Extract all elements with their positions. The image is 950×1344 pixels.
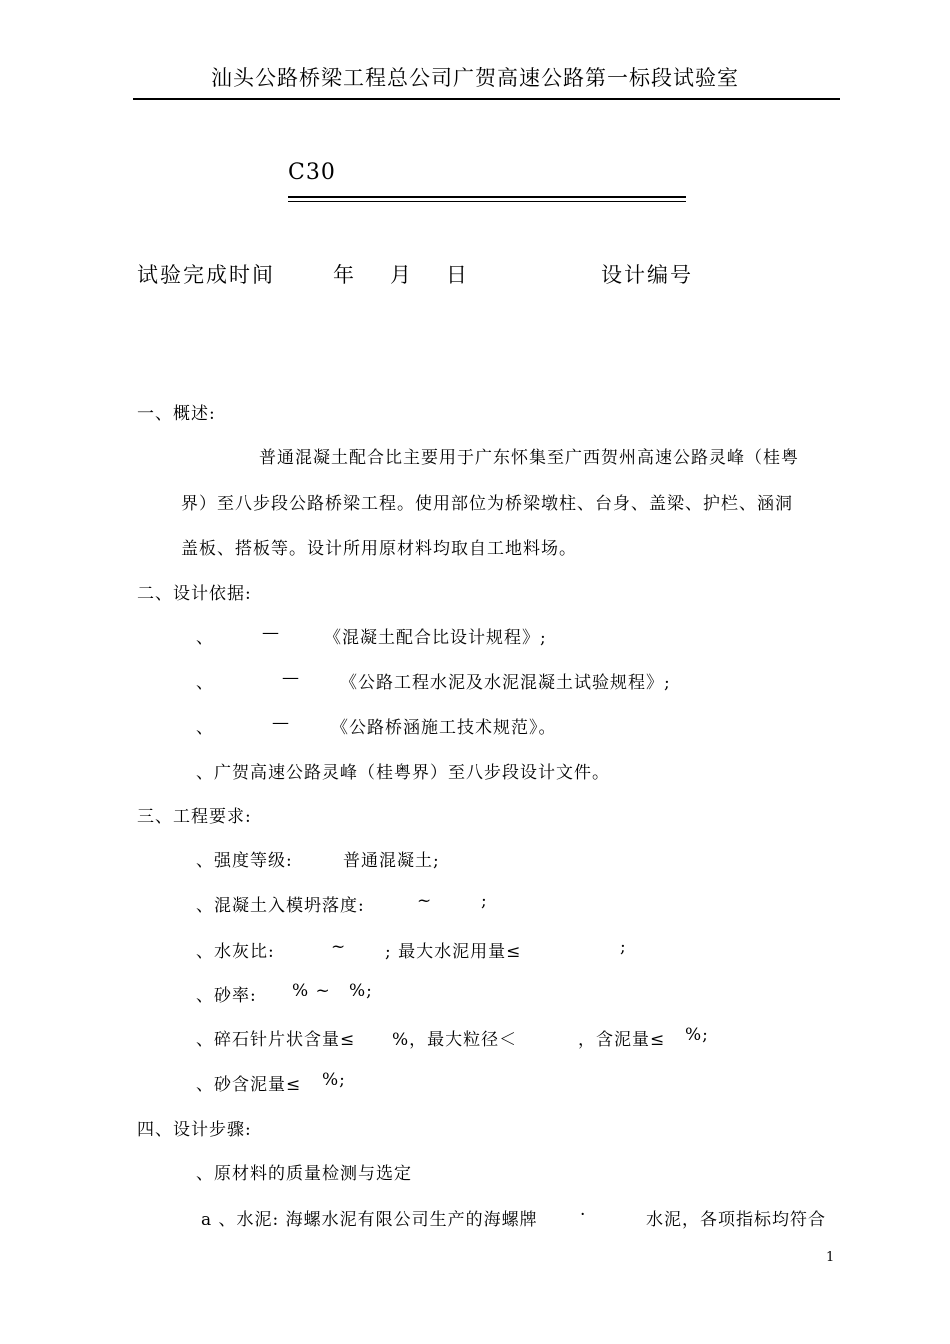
s1-line-2: 界）至八步段公路桥梁工程。使用部位为桥梁墩柱、台身、盖梁、护栏、涵洞 bbox=[181, 494, 793, 514]
complete-time-label: 试验完成时间 bbox=[137, 263, 275, 287]
cement-tail: 水泥，各项指标均符合 bbox=[646, 1210, 826, 1230]
ref-3-dash: — bbox=[272, 713, 290, 733]
s1-line-1: 普通混凝土配合比主要用于广东怀集至广西贺州高速公路灵峰（桂粤 bbox=[259, 448, 799, 468]
day-label: 日 bbox=[446, 263, 469, 287]
req-slump-end: ; bbox=[481, 891, 488, 911]
header-rule bbox=[133, 98, 840, 100]
req-sand-ratio-label: 、砂率: bbox=[196, 986, 257, 1006]
req-wc-max-cement: ; 最大水泥用量≤ bbox=[385, 942, 522, 962]
s1-line-3: 盖板、搭板等。设计所用原材料均取自工地料场。 bbox=[181, 539, 577, 559]
req-sand-mud-pct: %; bbox=[322, 1070, 346, 1090]
ref-2-prefix: 、 bbox=[196, 673, 214, 693]
req-slump-tilde: ~ bbox=[417, 891, 433, 911]
req-sand-mud-label: 、砂含泥量≤ bbox=[196, 1075, 302, 1095]
ref-2-title: 《公路工程水泥及水泥混凝土试验规程》; bbox=[340, 673, 671, 693]
req-wc-end: ; bbox=[620, 937, 627, 957]
req-gravel-mud-pct: %; bbox=[685, 1025, 709, 1045]
ref-3-prefix: 、 bbox=[196, 718, 214, 738]
ref-4: 、广贺高速公路灵峰（桂粤界）至八步段设计文件。 bbox=[196, 763, 610, 783]
req-slump-label: 、混凝土入模坍落度: bbox=[196, 896, 365, 916]
ref-1-dash: — bbox=[262, 623, 280, 643]
title-underline-thick bbox=[288, 196, 686, 198]
req-gravel-mud: ，含泥量≤ bbox=[578, 1030, 666, 1050]
ref-1-title: 《混凝土配合比设计规程》; bbox=[324, 628, 547, 648]
doc-title: C30 bbox=[288, 160, 336, 185]
ref-2-dash: — bbox=[282, 668, 300, 688]
req-strength-value: 普通混凝土; bbox=[343, 851, 440, 871]
title-underline-thin bbox=[288, 201, 686, 202]
section-1-heading: 一、概述: bbox=[137, 404, 216, 424]
section-4-heading: 四、设计步骤: bbox=[137, 1120, 252, 1140]
ref-1-prefix: 、 bbox=[196, 628, 214, 648]
month-label: 月 bbox=[390, 263, 413, 287]
design-no-label: 设计编号 bbox=[601, 263, 693, 287]
req-gravel-max-size: %，最大粒径＜ bbox=[392, 1030, 518, 1050]
req-strength-label: 、强度等级: bbox=[196, 851, 293, 871]
cement-label: a 、水泥: 海螺水泥有限公司生产的海螺牌 bbox=[201, 1210, 538, 1230]
page-number: 1 bbox=[826, 1250, 835, 1265]
year-label: 年 bbox=[333, 263, 356, 287]
cement-dot: · bbox=[580, 1205, 587, 1225]
section-2-heading: 二、设计依据: bbox=[137, 584, 252, 604]
req-wc-label: 、水灰比: bbox=[196, 942, 275, 962]
req-wc-tilde: ~ bbox=[331, 937, 347, 957]
req-sand-ratio-pct1: % ~ bbox=[292, 981, 331, 1001]
ref-3-title: 《公路桥涵施工技术规范》。 bbox=[331, 718, 557, 738]
step-1-heading: 、原材料的质量检测与选定 bbox=[196, 1164, 412, 1184]
page-header: 汕头公路桥梁工程总公司广贺高速公路第一标段试验室 bbox=[211, 66, 739, 90]
req-sand-ratio-pct2: %; bbox=[349, 981, 373, 1001]
req-gravel-label: 、碎石针片状含量≤ bbox=[196, 1030, 356, 1050]
section-3-heading: 三、工程要求: bbox=[137, 807, 252, 827]
